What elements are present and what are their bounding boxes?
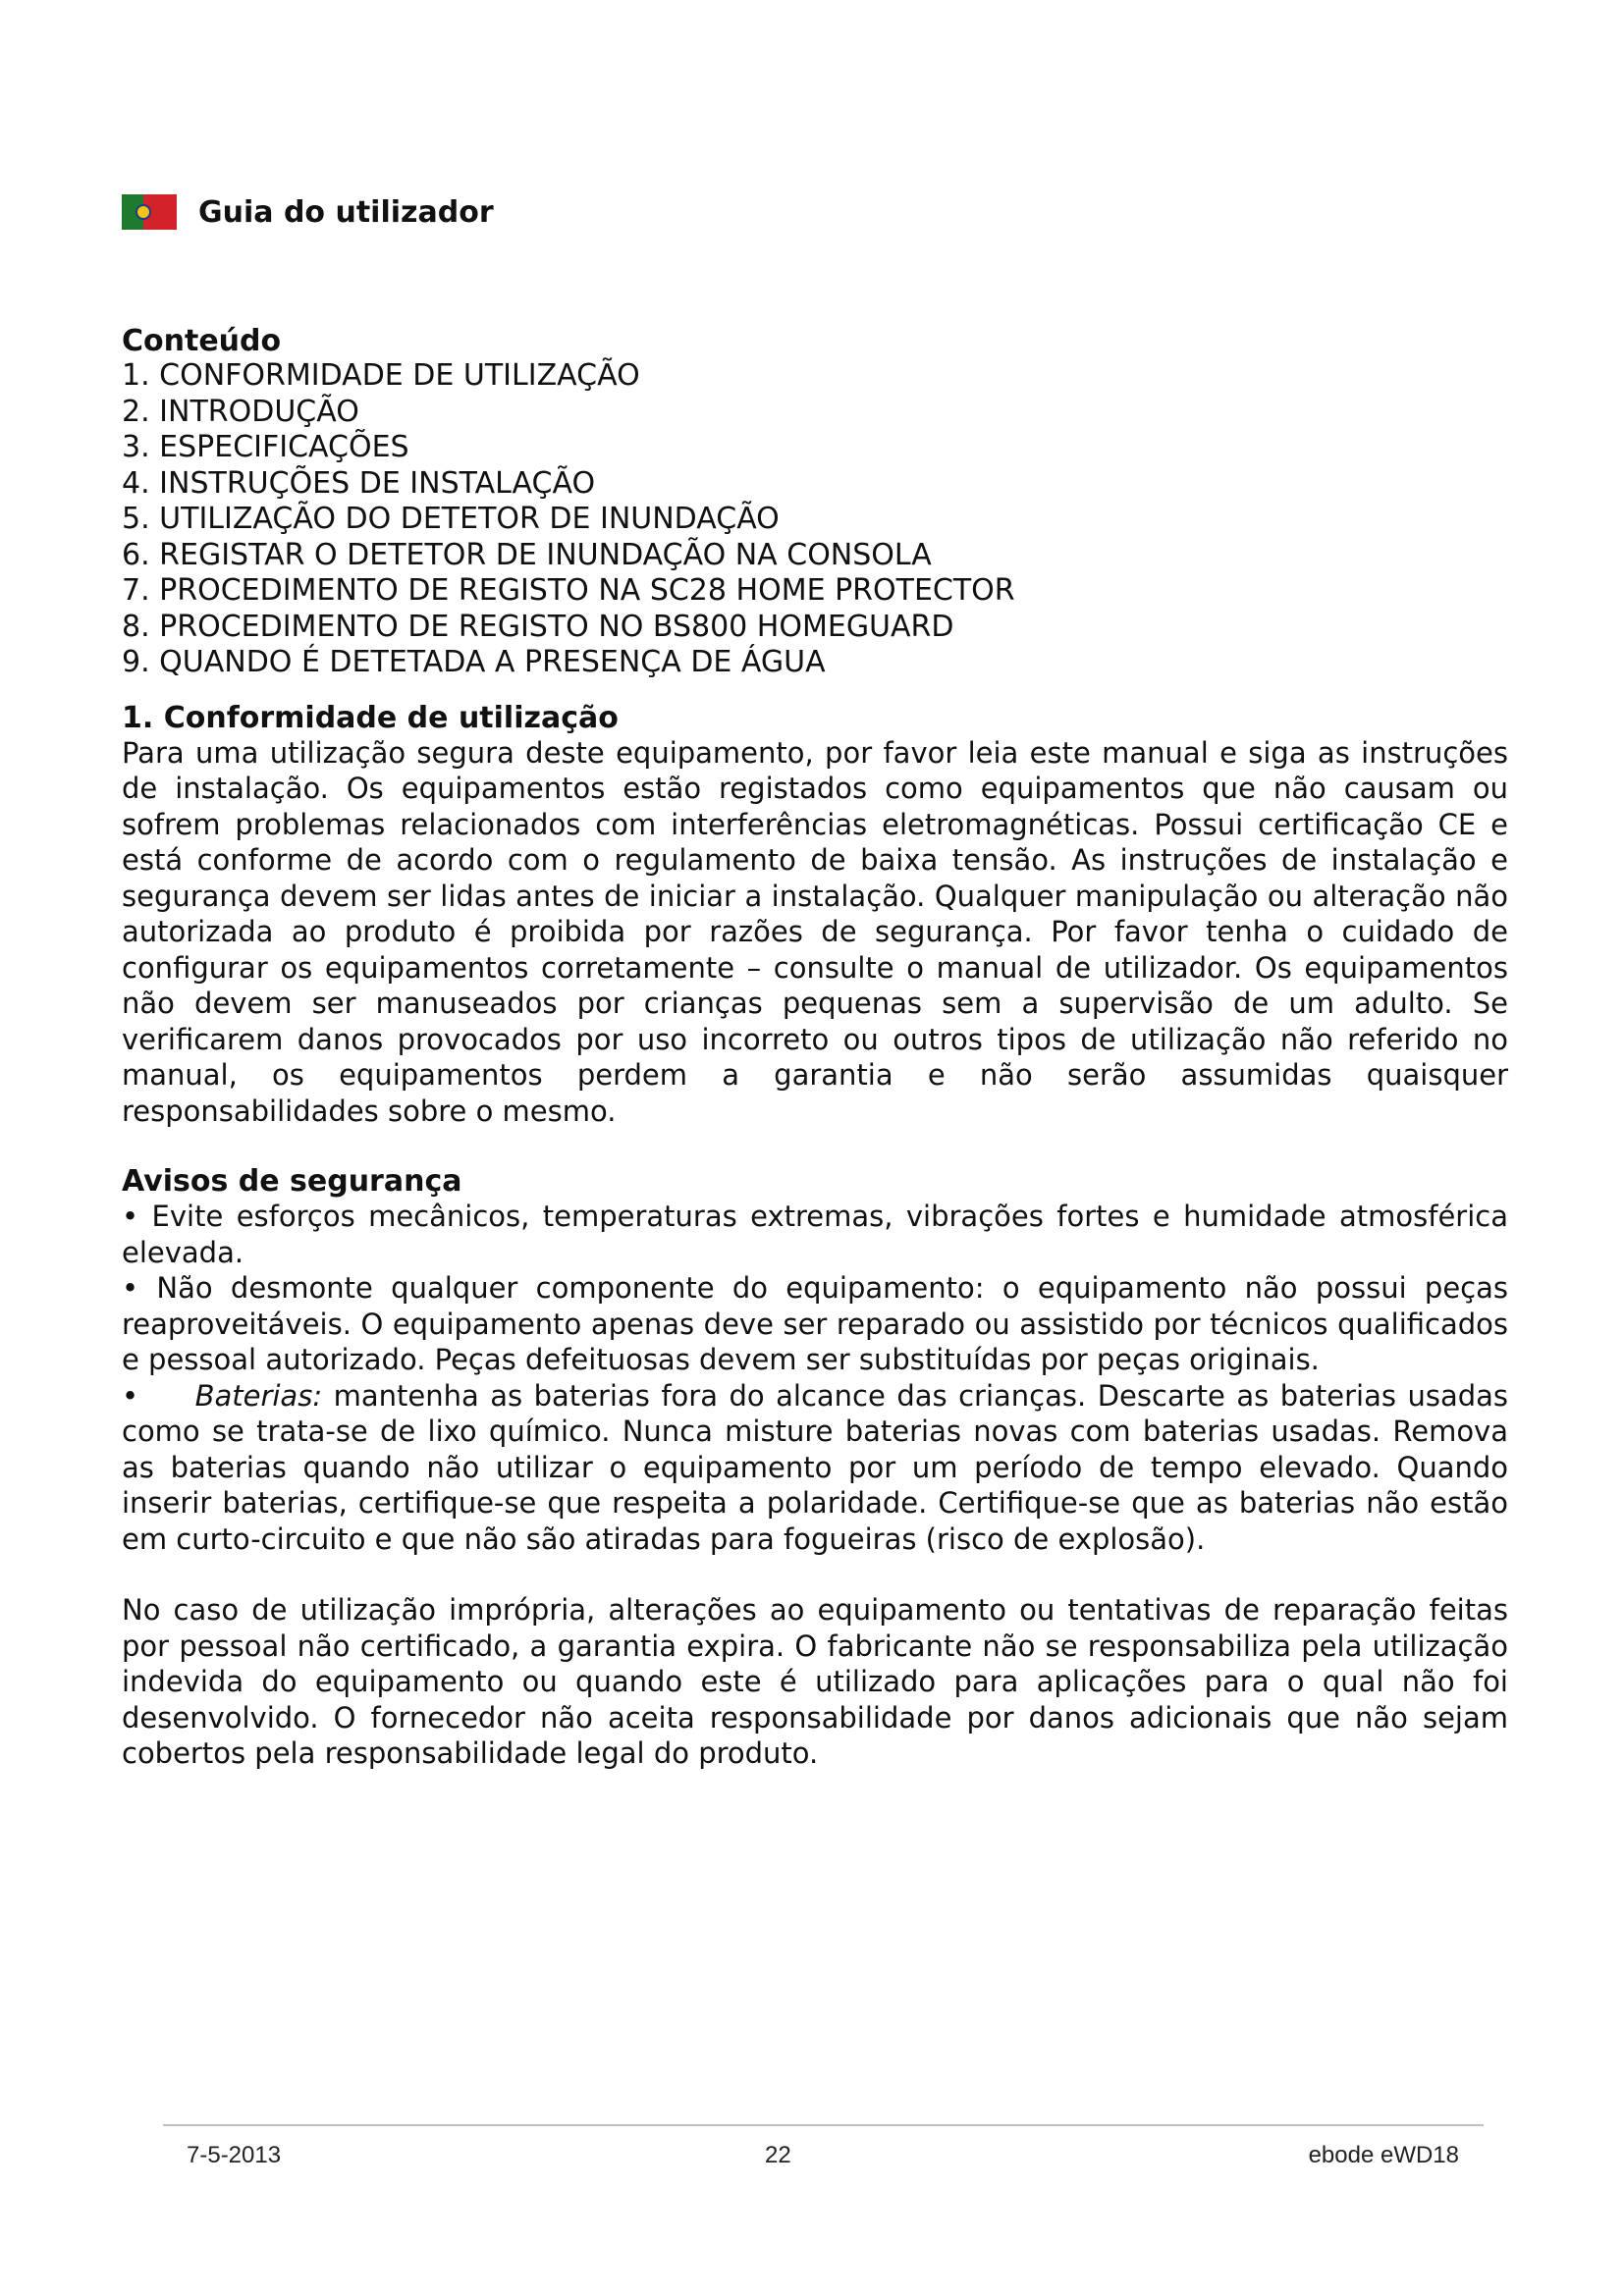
toc-item: 1. CONFORMIDADE DE UTILIZAÇÃO bbox=[122, 358, 640, 393]
toc-heading: Conteúdo bbox=[122, 324, 282, 358]
document-header bbox=[122, 183, 1508, 241]
closing-paragraph bbox=[122, 1592, 1508, 1772]
warning-item bbox=[122, 1378, 1508, 1558]
section-body: Para uma utilização segura deste equipamento, por favor leia este manual e siga as instruções de instalação. Os equipamentos estão registados como equipamentos que não causam ou sofrem problemas relacionados com interferências eletromagnéticas. Possui certificação CE e está conforme de acordo com o regulamento de baixa tensão. As instruções de instalação e segurança devem ser lidas antes de iniciar a instalação. Qualquer manipulação ou alteração não autorizada ao produto é proibida por razões de segurança. Por favor tenha o cuidado de configurar os equipamentos corretamente – consulte o manual de utilizador. Os equipamentos não devem ser manuseados por crianças pequenas sem a supervisão de um adulto. Se verificarem danos provocados por uso incorreto ou outros tipos de utilização não referido no manual, os equipamentos perdem a garantia e não serão assumidas quaisquer responsabilidades sobre o mesmo. bbox=[122, 735, 1508, 1128]
footer-divider bbox=[163, 2124, 1484, 2126]
toc-item: 3. ESPECIFICAÇÕES bbox=[122, 430, 409, 464]
document-title: Guia do utilizador bbox=[198, 194, 494, 230]
warning-item bbox=[122, 1199, 1508, 1270]
toc-item: 9. QUANDO É DETETADA A PRESENÇA DE ÁGUA bbox=[122, 645, 826, 679]
toc-item: 7. PROCEDIMENTO DE REGISTO NA SC28 HOME PROTECTOR bbox=[122, 573, 1015, 608]
section-safety-warnings bbox=[122, 1164, 1508, 1557]
warning-text: mantenha as baterias fora do alcance das crianças. Descarte as baterias usadas como se trata-se de lixo químico. Nunca misture baterias novas com baterias usadas. Remova as baterias quando não utilizar o equipamento por um período de tempo elevado. Quando inserir baterias, certifique-se que respeita a polaridade. Certifique-se que as baterias não estão em curto-circuito e que não são atiradas para fogueiras (risco de explosão). bbox=[122, 1378, 1509, 1556]
table-of-contents bbox=[122, 324, 1508, 681]
portugal-flag-icon bbox=[122, 194, 177, 230]
warning-text: Evite esforços mecânicos, temperaturas extremas, vibrações fortes e humidade atmosférica elevada. bbox=[122, 1200, 1509, 1269]
footer-product: ebode eWD18 bbox=[1308, 2142, 1459, 2168]
warning-text: Não desmonte qualquer componente do equipamento: o equipamento não possui peças reaproveitáveis. O equipamento apenas deve ser reparado ou assistido por técnicos qualificados e pessoal autorizado. Peças defeituosas devem ser substituídas por peças originais. bbox=[122, 1271, 1509, 1376]
footer-page-number: 22 bbox=[765, 2142, 791, 2168]
bullet: • bbox=[122, 1200, 139, 1233]
toc-list bbox=[122, 358, 1508, 681]
toc-item: 5. UTILIZAÇÃO DO DETETOR DE INUNDAÇÃO bbox=[122, 502, 780, 536]
section-heading: 1. Conformidade de utilização bbox=[122, 700, 619, 735]
warning-item bbox=[122, 1270, 1508, 1378]
batteries-label: Baterias: bbox=[194, 1378, 323, 1413]
warnings-heading: Avisos de segurança bbox=[122, 1164, 462, 1199]
bullet: • bbox=[122, 1271, 139, 1305]
page-content bbox=[122, 183, 1508, 1772]
toc-item: 4. INSTRUÇÕES DE INSTALAÇÃO bbox=[122, 465, 596, 501]
toc-item: 8. PROCEDIMENTO DE REGISTO NO BS800 HOMEGUARD bbox=[122, 609, 954, 644]
section-conformity bbox=[122, 701, 1508, 1130]
toc-item: 6. REGISTAR O DETETOR DE INUNDAÇÃO NA CONSOLA bbox=[122, 537, 932, 572]
closing-text: No caso de utilização imprópria, alterações ao equipamento ou tentativas de reparação feitas por pessoal não certificado, a garantia expira. O fabricante não se responsabiliza pela utilização indevida do equipamento ou quando este é utilizado para aplicações para o qual não foi desenvolvido. O fornecedor não aceita responsabilidade por danos adicionais que não sejam cobertos pela responsabilidade legal do produto. bbox=[122, 1593, 1508, 1770]
footer-date: 7-5-2013 bbox=[187, 2142, 282, 2168]
bullet: • bbox=[122, 1378, 139, 1413]
toc-item: 2. INTRODUÇÃO bbox=[122, 394, 359, 429]
